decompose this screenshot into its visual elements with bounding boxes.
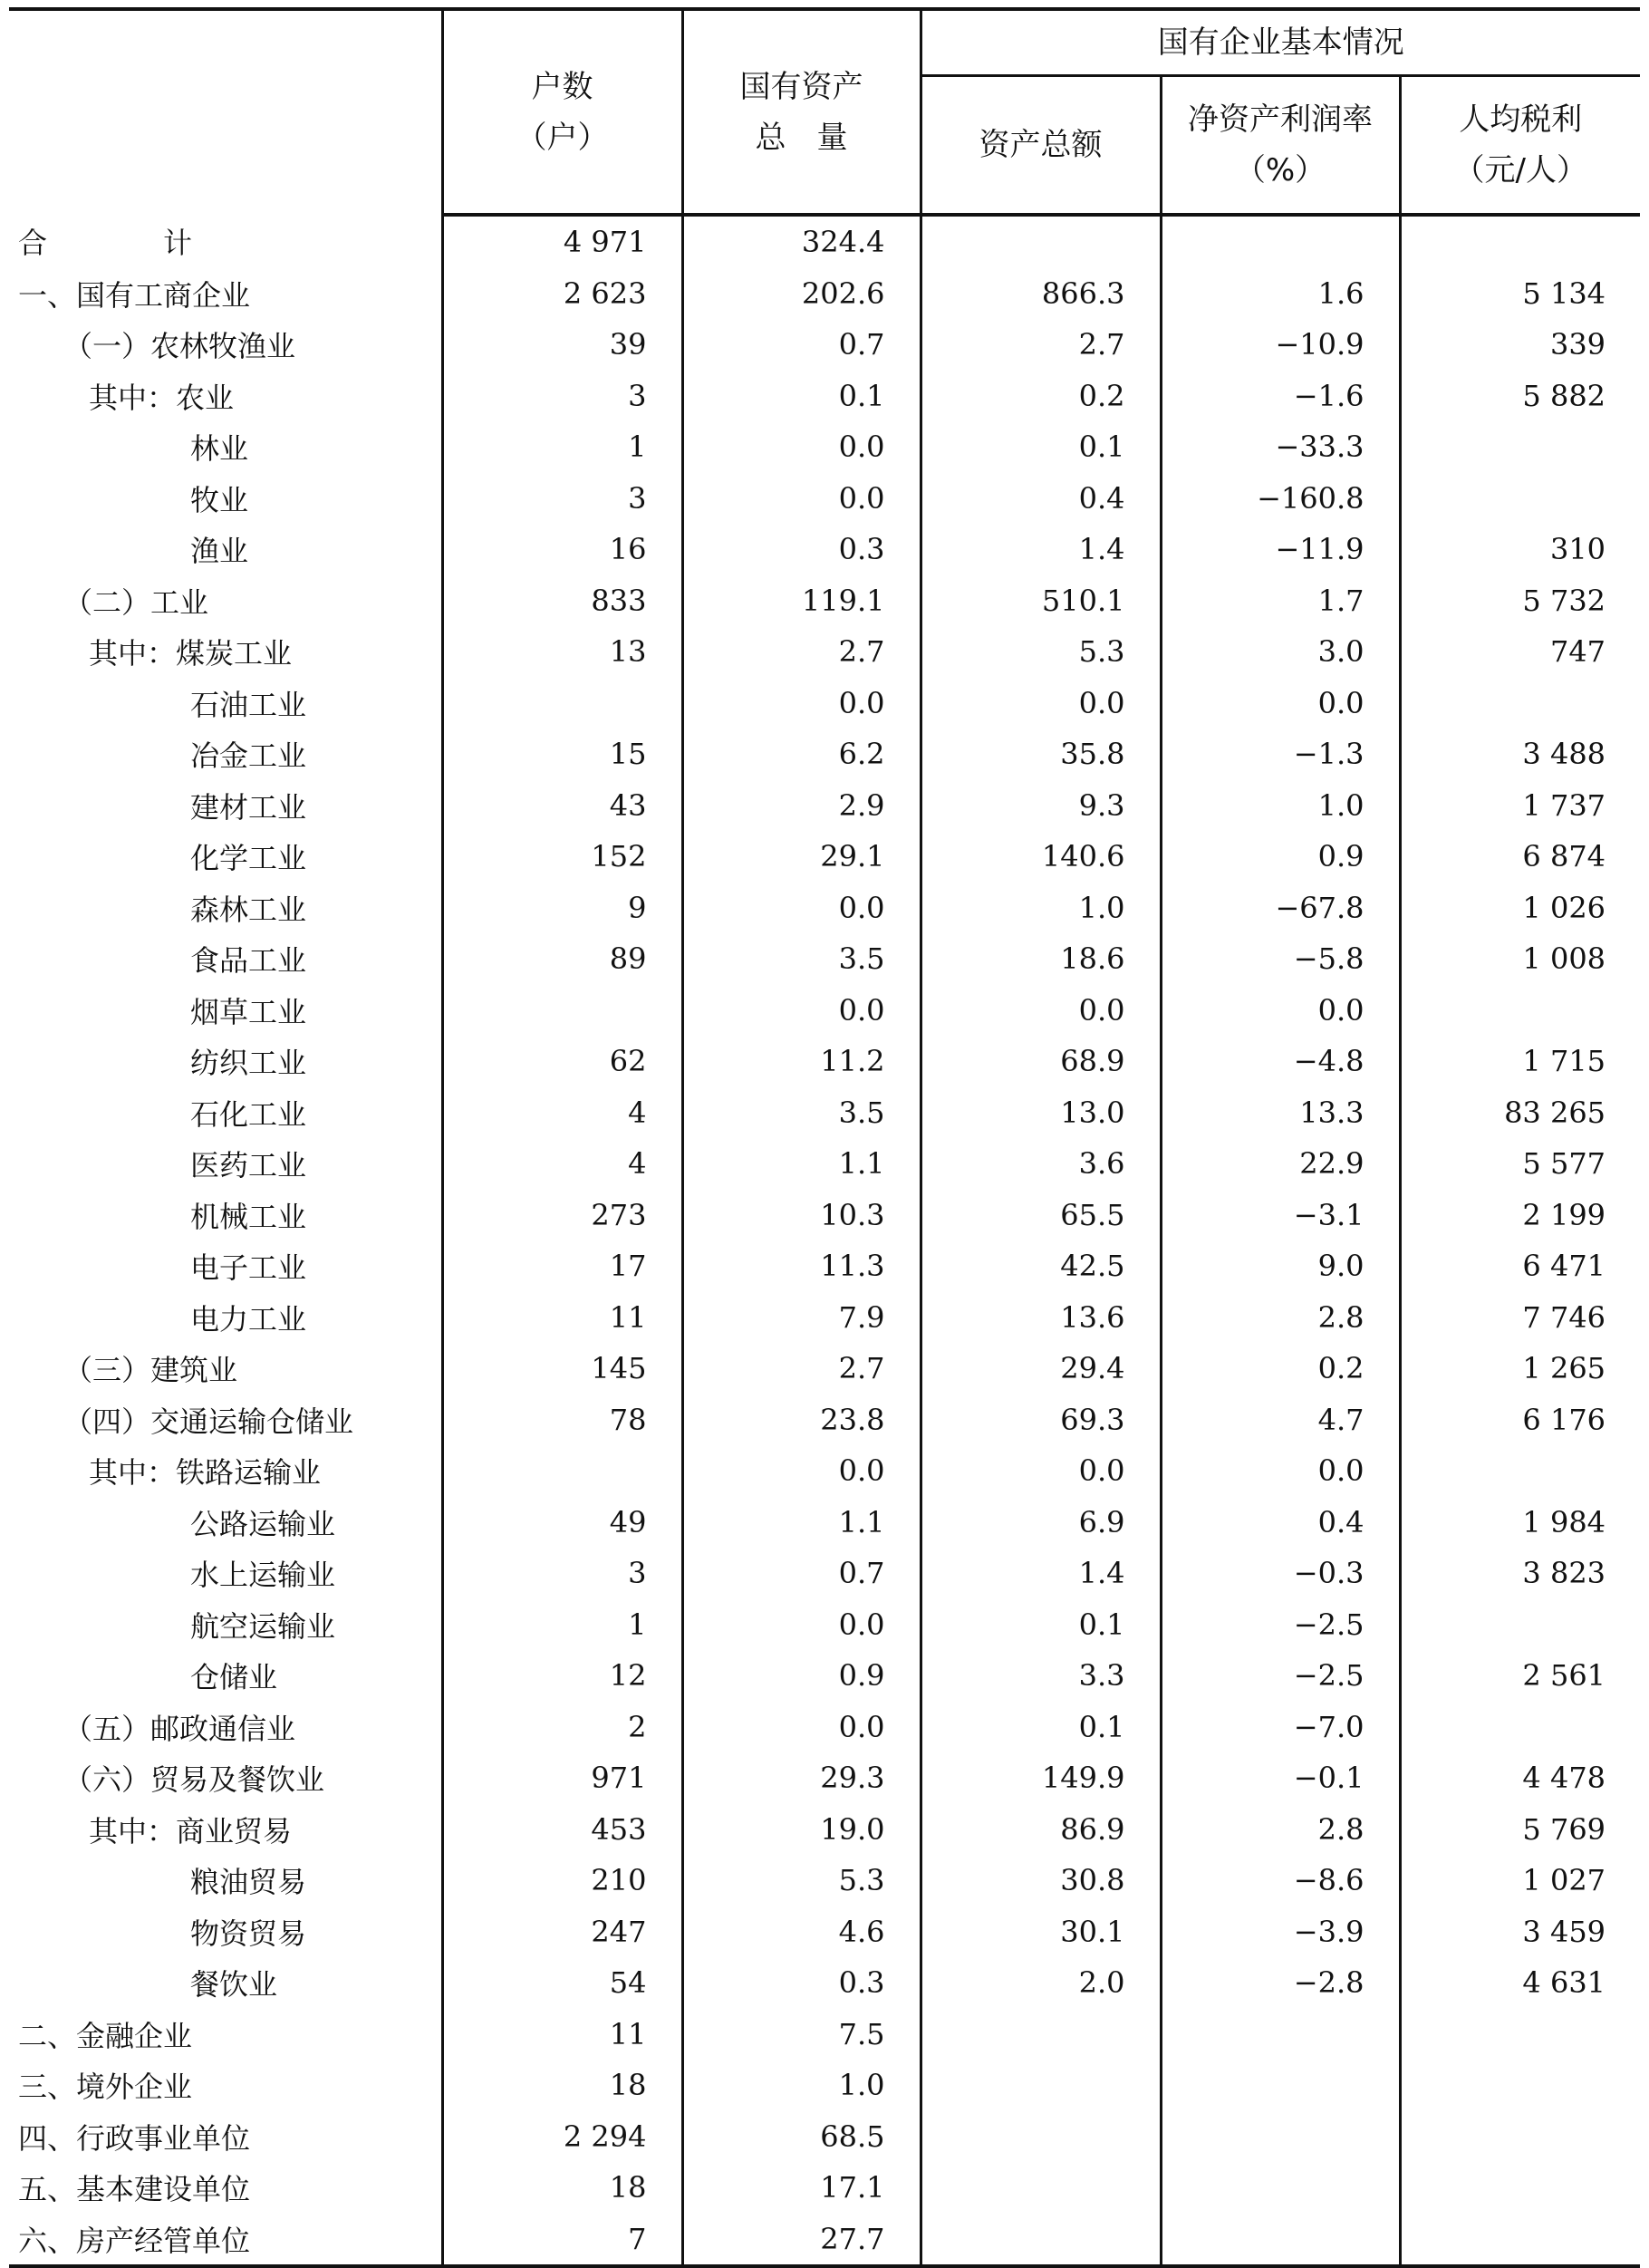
households-cell bbox=[442, 678, 682, 729]
tax-per-capita-cell bbox=[1400, 2162, 1640, 2214]
row-label: 建材工业 bbox=[190, 789, 307, 825]
tax-per-capita-cell: 6 176 bbox=[1400, 1395, 1640, 1446]
table-row bbox=[9, 780, 1640, 832]
tax-per-capita-cell: 1 026 bbox=[1400, 883, 1640, 934]
state-assets-cell: 324.4 bbox=[682, 215, 921, 268]
row-label: 烟草工业 bbox=[190, 994, 307, 1029]
tax-per-capita-cell: 310 bbox=[1400, 524, 1640, 575]
state-assets-cell: 0.0 bbox=[682, 473, 921, 525]
households-cell: 18 bbox=[442, 2060, 682, 2111]
table-row bbox=[9, 1804, 1640, 1856]
households-cell bbox=[442, 1445, 682, 1497]
households-cell: 833 bbox=[442, 575, 682, 627]
state-assets-cell: 0.3 bbox=[682, 1957, 921, 2009]
table-row bbox=[9, 1650, 1640, 1702]
total-assets-cell bbox=[921, 2162, 1161, 2214]
state-assets-cell: 2.7 bbox=[682, 626, 921, 678]
row-label: 机械工业 bbox=[190, 1199, 307, 1234]
table-row bbox=[9, 1599, 1640, 1651]
tax-per-capita-cell: 5 769 bbox=[1400, 1804, 1640, 1856]
roe-cell bbox=[1161, 2111, 1400, 2163]
header-households-line2: （户） bbox=[516, 119, 609, 156]
roe-cell bbox=[1161, 2214, 1400, 2267]
households-cell: 39 bbox=[442, 319, 682, 371]
state-assets-cell: 19.0 bbox=[682, 1804, 921, 1856]
state-assets-cell: 7.5 bbox=[682, 2009, 921, 2061]
tax-per-capita-cell bbox=[1400, 1445, 1640, 1497]
row-label: 二、金融企业 bbox=[18, 2018, 193, 2053]
total-assets-cell: 1.4 bbox=[921, 1548, 1161, 1599]
tax-per-capita-cell: 1 008 bbox=[1400, 933, 1640, 985]
roe-cell: 0.0 bbox=[1161, 1445, 1400, 1497]
state-assets-cell: 10.3 bbox=[682, 1190, 921, 1241]
tax-per-capita-cell: 7 746 bbox=[1400, 1292, 1640, 1344]
tax-per-capita-cell bbox=[1400, 473, 1640, 525]
households-cell: 78 bbox=[442, 1395, 682, 1446]
state-assets-cell: 0.9 bbox=[682, 1650, 921, 1702]
table-body bbox=[9, 215, 1640, 2266]
households-cell: 2 294 bbox=[442, 2111, 682, 2163]
tax-per-capita-cell bbox=[1400, 2111, 1640, 2163]
row-label: 纺织工业 bbox=[190, 1046, 307, 1081]
roe-cell: 0.4 bbox=[1161, 1497, 1400, 1549]
state-assets-cell: 11.3 bbox=[682, 1240, 921, 1292]
table-row bbox=[9, 1906, 1640, 1958]
tax-per-capita-cell: 4 631 bbox=[1400, 1957, 1640, 2009]
tax-per-capita-cell: 339 bbox=[1400, 319, 1640, 371]
row-label: 石化工业 bbox=[190, 1096, 307, 1132]
table-row bbox=[9, 2009, 1640, 2061]
table-row bbox=[9, 1190, 1640, 1241]
total-assets-cell: 13.0 bbox=[921, 1087, 1161, 1139]
tax-per-capita-cell bbox=[1400, 215, 1640, 268]
total-assets-cell: 140.6 bbox=[921, 831, 1161, 883]
total-assets-cell bbox=[921, 2214, 1161, 2267]
roe-cell: 0.0 bbox=[1161, 678, 1400, 729]
tax-per-capita-cell: 5 732 bbox=[1400, 575, 1640, 627]
tax-per-capita-cell: 1 027 bbox=[1400, 1855, 1640, 1906]
row-label: （四）交通运输仓储业 bbox=[63, 1404, 354, 1439]
table-row bbox=[9, 678, 1640, 729]
table-row bbox=[9, 1240, 1640, 1292]
state-assets-cell: 0.7 bbox=[682, 319, 921, 371]
roe-cell: −8.6 bbox=[1161, 1855, 1400, 1906]
row-label: 冶金工业 bbox=[190, 738, 307, 774]
state-assets-cell: 0.0 bbox=[682, 883, 921, 934]
roe-cell bbox=[1161, 2162, 1400, 2214]
roe-cell: −67.8 bbox=[1161, 883, 1400, 934]
households-cell: 43 bbox=[442, 780, 682, 832]
tax-per-capita-cell bbox=[1400, 1702, 1640, 1753]
state-assets-cell: 1.1 bbox=[682, 1138, 921, 1190]
table-row bbox=[9, 2162, 1640, 2214]
tax-per-capita-cell: 1 984 bbox=[1400, 1497, 1640, 1549]
table-row bbox=[9, 473, 1640, 525]
total-assets-cell: 866.3 bbox=[921, 268, 1161, 320]
total-assets-cell: 13.6 bbox=[921, 1292, 1161, 1344]
header-households bbox=[442, 9, 682, 215]
state-assets-cell: 4.6 bbox=[682, 1906, 921, 1958]
state-assets-cell: 3.5 bbox=[682, 1087, 921, 1139]
total-assets-cell: 9.3 bbox=[921, 780, 1161, 832]
total-assets-cell bbox=[921, 2111, 1161, 2163]
total-assets-cell: 0.1 bbox=[921, 1599, 1161, 1651]
state-assets-cell: 1.0 bbox=[682, 2060, 921, 2111]
row-label: 渔业 bbox=[190, 534, 249, 569]
households-cell: 11 bbox=[442, 1292, 682, 1344]
state-enterprise-table bbox=[9, 7, 1640, 2268]
households-cell: 210 bbox=[442, 1855, 682, 1906]
total-assets-cell bbox=[921, 2009, 1161, 2061]
tax-per-capita-cell: 6 874 bbox=[1400, 831, 1640, 883]
total-assets-cell: 0.2 bbox=[921, 371, 1161, 422]
tax-per-capita-cell: 1 737 bbox=[1400, 780, 1640, 832]
header-state-assets-line1: 国有资产 bbox=[739, 68, 863, 105]
total-assets-cell bbox=[921, 2060, 1161, 2111]
households-cell: 3 bbox=[442, 1548, 682, 1599]
row-label: 食品工业 bbox=[190, 943, 307, 979]
tax-per-capita-cell: 6 471 bbox=[1400, 1240, 1640, 1292]
table-row bbox=[9, 1957, 1640, 2009]
households-cell: 49 bbox=[442, 1497, 682, 1549]
state-assets-cell: 7.9 bbox=[682, 1292, 921, 1344]
tax-per-capita-cell: 3 823 bbox=[1400, 1548, 1640, 1599]
households-cell: 13 bbox=[442, 626, 682, 678]
roe-cell: −3.9 bbox=[1161, 1906, 1400, 1958]
total-assets-cell: 0.1 bbox=[921, 1702, 1161, 1753]
row-label: 其中：商业贸易 bbox=[89, 1813, 293, 1848]
state-assets-cell: 0.0 bbox=[682, 985, 921, 1037]
table-row bbox=[9, 1343, 1640, 1395]
row-label: 牧业 bbox=[190, 482, 249, 517]
state-assets-cell: 29.3 bbox=[682, 1752, 921, 1804]
roe-cell: 0.9 bbox=[1161, 831, 1400, 883]
households-cell: 7 bbox=[442, 2214, 682, 2267]
households-cell: 4 bbox=[442, 1138, 682, 1190]
header-group-title: 国有企业基本情况 bbox=[921, 9, 1640, 76]
total-assets-cell: 0.4 bbox=[921, 473, 1161, 525]
row-label: （三）建筑业 bbox=[63, 1353, 238, 1388]
row-label: 一、国有工商企业 bbox=[18, 277, 251, 313]
table-row bbox=[9, 1855, 1640, 1906]
header-households-line1: 户数 bbox=[531, 68, 593, 105]
roe-cell: −11.9 bbox=[1161, 524, 1400, 575]
roe-cell: 2.8 bbox=[1161, 1292, 1400, 1344]
tax-per-capita-cell bbox=[1400, 985, 1640, 1037]
state-assets-cell: 1.1 bbox=[682, 1497, 921, 1549]
table-row bbox=[9, 985, 1640, 1037]
roe-cell: 0.2 bbox=[1161, 1343, 1400, 1395]
roe-cell: 9.0 bbox=[1161, 1240, 1400, 1292]
table-row bbox=[9, 371, 1640, 422]
state-assets-cell: 5.3 bbox=[682, 1855, 921, 1906]
roe-cell: −3.1 bbox=[1161, 1190, 1400, 1241]
tax-per-capita-cell bbox=[1400, 2060, 1640, 2111]
households-cell: 1 bbox=[442, 421, 682, 473]
state-assets-cell: 119.1 bbox=[682, 575, 921, 627]
total-assets-cell: 0.0 bbox=[921, 678, 1161, 729]
state-assets-cell: 0.1 bbox=[682, 371, 921, 422]
row-label: 粮油贸易 bbox=[190, 1865, 307, 1900]
households-cell: 15 bbox=[442, 729, 682, 780]
households-cell bbox=[442, 985, 682, 1037]
table-row bbox=[9, 1036, 1640, 1087]
state-assets-cell: 0.7 bbox=[682, 1548, 921, 1599]
total-assets-cell: 30.1 bbox=[921, 1906, 1161, 1958]
households-cell: 16 bbox=[442, 524, 682, 575]
roe-cell: −33.3 bbox=[1161, 421, 1400, 473]
table-row bbox=[9, 215, 1640, 268]
roe-cell: −2.5 bbox=[1161, 1599, 1400, 1651]
state-assets-cell: 68.5 bbox=[682, 2111, 921, 2163]
total-assets-cell: 69.3 bbox=[921, 1395, 1161, 1446]
roe-cell: −7.0 bbox=[1161, 1702, 1400, 1753]
roe-cell: 2.8 bbox=[1161, 1804, 1400, 1856]
row-label: 电子工业 bbox=[190, 1250, 307, 1286]
table-row bbox=[9, 1395, 1640, 1446]
roe-cell: −2.5 bbox=[1161, 1650, 1400, 1702]
total-assets-cell: 5.3 bbox=[921, 626, 1161, 678]
roe-cell: −1.6 bbox=[1161, 371, 1400, 422]
state-assets-cell: 2.7 bbox=[682, 1343, 921, 1395]
total-assets-cell: 1.0 bbox=[921, 883, 1161, 934]
roe-cell: −5.8 bbox=[1161, 933, 1400, 985]
table-row bbox=[9, 1702, 1640, 1753]
total-assets-cell: 29.4 bbox=[921, 1343, 1161, 1395]
table-row bbox=[9, 2111, 1640, 2163]
total-assets-cell: 6.9 bbox=[921, 1497, 1161, 1549]
table-row bbox=[9, 524, 1640, 575]
state-assets-cell: 11.2 bbox=[682, 1036, 921, 1087]
roe-cell: 13.3 bbox=[1161, 1087, 1400, 1139]
state-assets-cell: 27.7 bbox=[682, 2214, 921, 2267]
tax-per-capita-cell bbox=[1400, 1599, 1640, 1651]
households-cell: 12 bbox=[442, 1650, 682, 1702]
tax-per-capita-cell: 2 561 bbox=[1400, 1650, 1640, 1702]
table-row bbox=[9, 1548, 1640, 1599]
households-cell: 3 bbox=[442, 473, 682, 525]
roe-cell bbox=[1161, 215, 1400, 268]
row-label: 医药工业 bbox=[190, 1148, 307, 1183]
row-label: 物资贸易 bbox=[190, 1916, 307, 1951]
tax-per-capita-cell: 1 265 bbox=[1400, 1343, 1640, 1395]
state-assets-cell: 2.9 bbox=[682, 780, 921, 832]
table-row bbox=[9, 268, 1640, 320]
header-roe-line1: 净资产利润率 bbox=[1188, 101, 1373, 138]
tax-per-capita-cell: 747 bbox=[1400, 626, 1640, 678]
households-cell: 2 bbox=[442, 1702, 682, 1753]
total-assets-cell: 3.3 bbox=[921, 1650, 1161, 1702]
households-cell: 3 bbox=[442, 371, 682, 422]
table-row bbox=[9, 626, 1640, 678]
roe-cell: −1.3 bbox=[1161, 729, 1400, 780]
tax-per-capita-cell: 2 199 bbox=[1400, 1190, 1640, 1241]
tax-per-capita-cell bbox=[1400, 421, 1640, 473]
row-label: 其中：煤炭工业 bbox=[89, 636, 293, 671]
row-label: 三、境外企业 bbox=[18, 2070, 193, 2105]
state-assets-cell: 0.0 bbox=[682, 1445, 921, 1497]
header-tax-line1: 人均税利 bbox=[1459, 101, 1583, 138]
row-label: 化学工业 bbox=[190, 841, 307, 876]
table-row bbox=[9, 1087, 1640, 1139]
row-label: 水上运输业 bbox=[190, 1558, 336, 1593]
households-cell: 453 bbox=[442, 1804, 682, 1856]
row-label: 其中：铁路运输业 bbox=[89, 1455, 322, 1491]
state-assets-cell: 23.8 bbox=[682, 1395, 921, 1446]
table-row bbox=[9, 1138, 1640, 1190]
table-row bbox=[9, 319, 1640, 371]
row-label: 石油工业 bbox=[190, 687, 307, 722]
table-row bbox=[9, 729, 1640, 780]
total-assets-cell: 35.8 bbox=[921, 729, 1161, 780]
total-assets-cell: 2.7 bbox=[921, 319, 1161, 371]
roe-cell: 0.0 bbox=[1161, 985, 1400, 1037]
households-cell: 54 bbox=[442, 1957, 682, 2009]
households-cell: 9 bbox=[442, 883, 682, 934]
total-assets-cell: 510.1 bbox=[921, 575, 1161, 627]
row-label: （六）贸易及餐饮业 bbox=[63, 1762, 325, 1798]
total-assets-cell: 0.1 bbox=[921, 421, 1161, 473]
total-assets-cell bbox=[921, 215, 1161, 268]
state-assets-cell: 6.2 bbox=[682, 729, 921, 780]
households-cell: 89 bbox=[442, 933, 682, 985]
row-label: 五、基本建设单位 bbox=[18, 2172, 251, 2207]
table-row bbox=[9, 933, 1640, 985]
table-row bbox=[9, 1292, 1640, 1344]
roe-cell bbox=[1161, 2060, 1400, 2111]
state-assets-cell: 0.3 bbox=[682, 524, 921, 575]
table-row bbox=[9, 575, 1640, 627]
roe-cell: −2.8 bbox=[1161, 1957, 1400, 2009]
households-cell: 145 bbox=[442, 1343, 682, 1395]
tax-per-capita-cell: 5 882 bbox=[1400, 371, 1640, 422]
state-assets-cell: 0.0 bbox=[682, 678, 921, 729]
tax-per-capita-cell: 4 478 bbox=[1400, 1752, 1640, 1804]
households-cell: 62 bbox=[442, 1036, 682, 1087]
tax-per-capita-cell: 1 715 bbox=[1400, 1036, 1640, 1087]
total-assets-cell: 0.0 bbox=[921, 1445, 1161, 1497]
households-cell: 17 bbox=[442, 1240, 682, 1292]
tax-per-capita-cell: 5 577 bbox=[1400, 1138, 1640, 1190]
households-cell: 971 bbox=[442, 1752, 682, 1804]
header-tax-line2: （元/人） bbox=[1453, 152, 1587, 188]
tax-per-capita-cell bbox=[1400, 678, 1640, 729]
state-assets-cell: 202.6 bbox=[682, 268, 921, 320]
households-cell: 4 971 bbox=[442, 215, 682, 268]
roe-cell: 1.0 bbox=[1161, 780, 1400, 832]
tax-per-capita-cell: 83 265 bbox=[1400, 1087, 1640, 1139]
roe-cell: −4.8 bbox=[1161, 1036, 1400, 1087]
roe-cell bbox=[1161, 2009, 1400, 2061]
total-assets-cell: 42.5 bbox=[921, 1240, 1161, 1292]
total-assets-cell: 86.9 bbox=[921, 1804, 1161, 1856]
row-label: （二）工业 bbox=[63, 584, 209, 620]
header-total-assets: 资产总额 bbox=[921, 76, 1161, 216]
table-row bbox=[9, 421, 1640, 473]
table-row bbox=[9, 883, 1640, 934]
row-label: （五）邮政通信业 bbox=[63, 1711, 296, 1746]
row-label: 六、房产经管单位 bbox=[9, 2214, 442, 2267]
table-row bbox=[9, 831, 1640, 883]
header-state-assets-line2: 总 量 bbox=[755, 119, 848, 156]
row-label: 仓储业 bbox=[190, 1660, 278, 1695]
total-assets-cell: 1.4 bbox=[921, 524, 1161, 575]
total-assets-cell: 3.6 bbox=[921, 1138, 1161, 1190]
state-assets-cell: 0.0 bbox=[682, 1599, 921, 1651]
table-header bbox=[9, 9, 1640, 215]
state-assets-cell: 0.0 bbox=[682, 421, 921, 473]
roe-cell: −0.3 bbox=[1161, 1548, 1400, 1599]
total-assets-cell: 65.5 bbox=[921, 1190, 1161, 1241]
tax-per-capita-cell: 5 134 bbox=[1400, 268, 1640, 320]
roe-cell: 3.0 bbox=[1161, 626, 1400, 678]
row-label: 合 计 bbox=[18, 226, 193, 261]
row-label: 其中：农业 bbox=[89, 380, 235, 415]
table-row bbox=[9, 2060, 1640, 2111]
state-assets-cell: 0.0 bbox=[682, 1702, 921, 1753]
row-label: 森林工业 bbox=[190, 892, 307, 927]
table-row bbox=[9, 1752, 1640, 1804]
total-assets-cell: 18.6 bbox=[921, 933, 1161, 985]
header-state-assets bbox=[682, 9, 921, 215]
total-assets-cell: 0.0 bbox=[921, 985, 1161, 1037]
state-assets-cell: 29.1 bbox=[682, 831, 921, 883]
header-tax-per-capita bbox=[1400, 76, 1640, 216]
roe-cell: −160.8 bbox=[1161, 473, 1400, 525]
header-roe bbox=[1161, 76, 1400, 216]
row-label: 四、行政事业单位 bbox=[18, 2120, 251, 2156]
row-label: 林业 bbox=[190, 431, 249, 467]
tax-per-capita-cell: 3 488 bbox=[1400, 729, 1640, 780]
households-cell: 11 bbox=[442, 2009, 682, 2061]
roe-cell: 1.7 bbox=[1161, 575, 1400, 627]
total-assets-cell: 30.8 bbox=[921, 1855, 1161, 1906]
households-cell: 2 623 bbox=[442, 268, 682, 320]
roe-cell: −0.1 bbox=[1161, 1752, 1400, 1804]
row-label: 航空运输业 bbox=[190, 1608, 336, 1644]
total-assets-cell: 68.9 bbox=[921, 1036, 1161, 1087]
header-row-label-cell bbox=[9, 9, 442, 215]
roe-cell: 4.7 bbox=[1161, 1395, 1400, 1446]
households-cell: 247 bbox=[442, 1906, 682, 1958]
households-cell: 18 bbox=[442, 2162, 682, 2214]
table-row bbox=[9, 2214, 1640, 2267]
row-label: 公路运输业 bbox=[190, 1506, 336, 1541]
state-assets-cell: 3.5 bbox=[682, 933, 921, 985]
roe-cell: 22.9 bbox=[1161, 1138, 1400, 1190]
households-cell: 4 bbox=[442, 1087, 682, 1139]
roe-cell: −10.9 bbox=[1161, 319, 1400, 371]
tax-per-capita-cell: 3 459 bbox=[1400, 1906, 1640, 1958]
households-cell: 1 bbox=[442, 1599, 682, 1651]
header-roe-line2: （%） bbox=[1234, 152, 1326, 188]
state-assets-cell: 17.1 bbox=[682, 2162, 921, 2214]
tax-per-capita-cell bbox=[1400, 2214, 1640, 2267]
roe-cell: 1.6 bbox=[1161, 268, 1400, 320]
total-assets-cell: 2.0 bbox=[921, 1957, 1161, 2009]
row-label: （一）农林牧渔业 bbox=[63, 329, 296, 364]
total-assets-cell: 149.9 bbox=[921, 1752, 1161, 1804]
row-label: 电力工业 bbox=[190, 1301, 307, 1337]
row-label: 餐饮业 bbox=[190, 1967, 278, 2003]
households-cell: 273 bbox=[442, 1190, 682, 1241]
tax-per-capita-cell bbox=[1400, 2009, 1640, 2061]
table-row bbox=[9, 1445, 1640, 1497]
households-cell: 152 bbox=[442, 831, 682, 883]
table-row bbox=[9, 1497, 1640, 1549]
